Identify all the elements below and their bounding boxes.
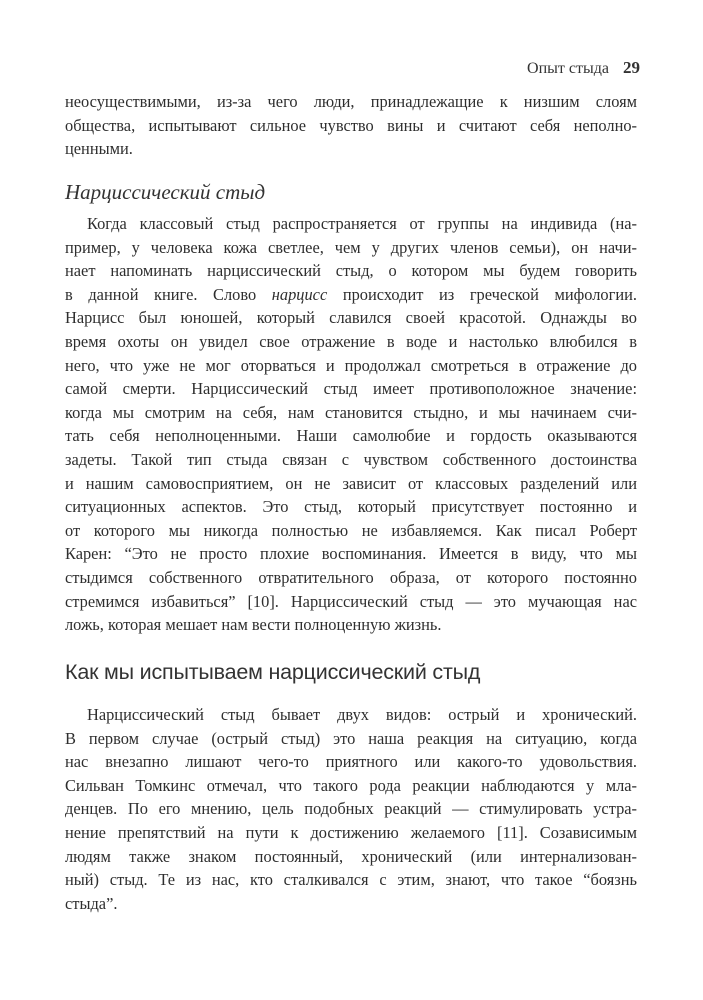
text-line: ный) стыд. Те из нас, кто сталкивался с этим, знают, что такое “боязнь bbox=[65, 870, 637, 890]
text-line: Когда классовый стыд распространяется от группы на индивида (на- bbox=[87, 214, 637, 233]
text-line: стыда”. bbox=[65, 893, 118, 913]
paragraph-narcissistic-shame bbox=[65, 212, 637, 637]
paragraph-how-we-experience bbox=[65, 703, 637, 915]
section-heading-narcissistic-shame: Нарциссический стыд bbox=[65, 180, 266, 204]
text-line: нает напоминать нарциссический стыд, о котором мы будем говорить bbox=[65, 261, 637, 281]
text-line: нение препятствий на пути к достижению желаемого [11]. Созависимым bbox=[65, 822, 637, 842]
text-fragment: происходит из греческой мифологии. bbox=[327, 284, 637, 304]
text-line: ценными. bbox=[65, 139, 133, 159]
italic-term: нарцисс bbox=[271, 284, 328, 304]
page-number: 29 bbox=[623, 58, 640, 77]
text-line: тать себя неполноценными. Наши самолюбие и гордость оказываются bbox=[65, 426, 637, 446]
text-line: от которого мы никогда полностью не избавляемся. Как писал Роберт bbox=[65, 520, 637, 540]
text-line: когда мы смотрим на себя, нам становится стыдно, и мы начинаем счи- bbox=[65, 402, 637, 422]
text-line: Нарцисс был юношей, который славился своей красотой. Однажды во bbox=[65, 308, 637, 328]
text-line: Нарциссический стыд бывает двух видов: острый и хронический. bbox=[87, 705, 637, 724]
text-line: людям также знаком постоянный, хронический (или интернализован- bbox=[65, 846, 637, 866]
text-line: стыдимся собственного отвратительного образа, от которого постоянно bbox=[65, 567, 637, 587]
text-line: общества, испытывают сильное чувство вины и считают себя неполно- bbox=[65, 115, 637, 135]
text-line: В первом случае (острый стыд) это наша реакция на ситуацию, когда bbox=[65, 728, 637, 748]
paragraph-continued bbox=[65, 90, 637, 161]
text-line: него, что уже не мог оторваться и продолжал смотреться в отражение до bbox=[65, 355, 637, 375]
text-fragment: в данной книге. Слово bbox=[65, 284, 272, 304]
text-line: ложь, которая мешает нам вести полноценную жизнь. bbox=[65, 615, 442, 635]
text-line: нас внезапно лишают чего-то приятного или какого-то удовольствия. bbox=[65, 752, 637, 772]
text-line bbox=[65, 283, 637, 307]
text-line: задеты. Такой тип стыда связан с чувством собственного достоинства bbox=[65, 449, 637, 469]
text-line: ситуационных аспектов. Это стыд, который присутствует постоянно и bbox=[65, 497, 637, 517]
text-line: стремимся избавиться” [10]. Нарциссический стыд — это мучающая нас bbox=[65, 591, 637, 611]
text-line: пример, у человека кожа светлее, чем у других членов семьи), он начи- bbox=[65, 237, 637, 257]
text-line: Карен: “Это не просто плохие воспоминания. Имеется в виду, что мы bbox=[65, 544, 637, 564]
text-line: время охоты он увидел свое отражение в воде и настолько влюбился в bbox=[65, 331, 637, 351]
text-line: и нашим самовосприятием, он не зависит от классовых разделений или bbox=[65, 473, 637, 493]
text-line: неосуществимыми, из-за чего люди, принадлежащие к низшим слоям bbox=[65, 92, 637, 111]
running-head-title: Опыт стыда bbox=[527, 60, 609, 77]
text-line: денцев. По его мнению, цель подобных реакций — стимулировать устра- bbox=[65, 799, 637, 819]
running-head bbox=[527, 58, 640, 78]
text-line: самой смерти. Нарциссический стыд имеет противоположное значение: bbox=[65, 379, 637, 399]
section-heading-how-we-experience: Как мы испытываем нарциссический стыд bbox=[65, 660, 481, 684]
text-line: Сильван Томкинс отмечал, что такого рода реакции наблюдаются у мла- bbox=[65, 775, 637, 795]
